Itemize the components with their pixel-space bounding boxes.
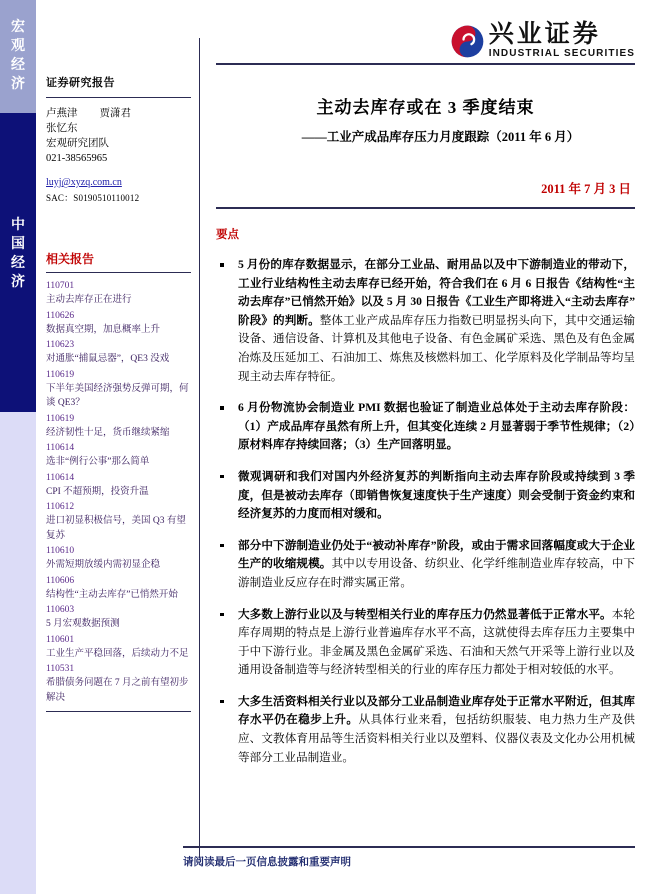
research-report-label: 证券研究报告 [46,77,115,89]
header-divider [216,63,635,65]
page-footer [36,846,649,894]
related-report-code: 110623 [46,340,75,350]
divider-above-key-points [216,207,635,209]
related-report-code: 110619 [46,369,75,380]
list-item[interactable] [46,368,191,411]
key-point-detail: 整体工业产成品库存压力指数已明显拐头向下，其中交通运输设备、通信设备、计算机及其他电子设备、有色金属矿采选、黑色及有色金属冶炼及压延加工、石油加工、炼焦及核燃料加工、化学原料及化学制品等均呈现主动去库存特征。 [238,313,635,383]
logo-chinese-name: 兴业证券 [488,21,601,48]
left-info-column [36,0,199,894]
related-report-title: 5 月宏观数据预测 [46,619,120,629]
related-report-title: 选非“例行公事”那么简单 [46,457,150,467]
list-item[interactable] [46,471,191,500]
key-points-heading: 要点 [216,229,239,241]
related-report-code: 110619 [46,413,75,424]
key-point-detail: 从具体行业来看，包括纺织服装、电力热力生产及供应、文教体育用品等生活资料相关行业以及塑料、仪器仪表及文化办公用机械等部分工业品制造业。 [238,713,635,764]
vertical-label-china-economy: 中 国 经 济 [11,218,25,290]
related-reports-heading: 相关报告 [46,252,95,266]
key-points-list [216,256,635,767]
list-item[interactable] [46,544,191,573]
related-report-code: 110614 [46,472,75,483]
footer-divider [183,846,635,848]
key-point-detail: 本轮库存周期的特点是上游行业普遍库存水平不高，这就使得去库存压力主要集中于中下游行业。非金属及黑色金属矿采选、石油和天然气开采等上游行业以及通用设备制造等与经济转型相关的行业的库存压力都处于相对较低的水平。 [238,607,635,677]
list-item[interactable] [46,441,191,470]
key-point-item [216,468,635,524]
list-item[interactable] [46,662,191,705]
publication-date: 2011 年 7 月 3 日 [541,182,631,196]
main-content-column [200,0,649,894]
list-item[interactable] [46,633,191,662]
divider-under-related-heading [46,272,191,273]
related-report-code: 110614 [46,443,75,453]
phone-number: 021-38565965 [46,153,108,164]
related-report-code: 110701 [46,281,75,291]
related-report-title: 经济韧性十足，货币继续紧缩 [46,427,170,438]
author-name-1: 卢燕津 [46,108,78,119]
related-report-title: 工业生产平稳回落，后续动力不足 [46,648,189,659]
key-point-emphasis: 5 月份的库存数据显示，在部分工业品、耐用品以及中下游制造业的带动下，工业行业结构性主动去库存已经开始，符合我们在 6 月 6 日报告《结构性“主动去库存”已悄然开始》以及 5 月 30 日报告《工业生产即将进入“主动去库存”阶段》的判断。 [238,258,635,327]
vbar-segment-bottom [0,412,36,894]
key-point-emphasis: 部分中下游制造业仍处于“被动补库存”阶段，或由于需求回落幅度或大于企业生产的收缩规模。 [238,538,635,571]
divider-below-related-list [46,711,191,712]
logo-english-name: INDUSTRIAL SECURITIES [488,48,635,59]
email-link[interactable]: luyj@xyzq.com.cn [46,177,122,188]
related-report-title: CPI 不超预期，投资升温 [46,486,149,497]
author-block [46,106,191,166]
key-point-emphasis: 大多生活资料相关行业以及部分工业品制造业库存处于正常水平附近，但其库存水平仍在稳步上升。 [238,694,635,727]
logo-wordmark [489,22,635,60]
list-item[interactable] [46,603,191,632]
list-item[interactable] [46,279,191,308]
related-report-title: 外需短期放缓内需初显企稳 [46,560,161,570]
related-report-code: 110610 [46,546,75,556]
key-point-item [216,693,635,767]
related-report-title: 下半年美国经济强势反弹可期，何谈 QE3？ [46,383,189,408]
sac-license-number: SAC：S0190510110012 [46,193,140,203]
related-reports-list [46,279,191,705]
page-title: 主动去库存或在 3 季度结束 [316,98,535,117]
company-logo [451,22,635,60]
related-report-code: 110606 [46,575,75,586]
page-subtitle: ——工业产成品库存压力月度跟踪（2011 年 6 月） [301,130,580,144]
research-team: 宏观研究团队 [46,138,109,149]
list-item[interactable] [46,574,191,603]
key-point-item [216,537,635,593]
key-point-detail: 其中以专用设备、纺织业、化学纤维制造业库存较高，中下游制造业反应存在时滞实属正常。 [238,557,635,589]
vertical-color-bar [0,0,36,894]
related-report-title: 主动去库存正在进行 [46,295,132,305]
author-name-2: 贾潇君 [99,108,131,119]
related-report-code: 110603 [46,605,75,615]
related-report-title: 希腊债务问题在 7 月之前有望初步解决 [46,678,189,703]
related-report-title: 结构性“主动去库存”已悄然开始 [46,589,178,600]
key-point-emphasis: 微观调研和我们对国内外经济复苏的判断指向主动去库存阶段或持续到 3 季度，但是被动去库存（即销售恢复速度快于生产速度）则会受制于资金约束和经济复苏的力度而相对缓和。 [238,469,635,521]
swirl-logo-icon [451,25,484,58]
footer-disclaimer: 请阅读最后一页信息披露和重要声明 [183,857,351,868]
list-item[interactable] [46,500,191,543]
related-report-code: 110531 [46,664,75,674]
key-point-emphasis: 大多数上游行业以及与转型相关行业的库存压力仍然显著低于正常水平。 [238,607,612,621]
related-report-code: 110601 [46,634,75,645]
list-item[interactable] [46,412,191,441]
author-name-3: 张忆东 [46,123,78,134]
logo-row [216,0,635,60]
key-point-item [216,256,635,386]
related-report-title: 对通胀“捕鼠忌器”，QE3 没戏 [46,354,170,364]
related-report-code: 110626 [46,310,75,321]
list-item[interactable] [46,309,191,338]
key-point-item [216,606,635,680]
key-point-emphasis: 6 月份物流协会制造业 PMI 数据也验证了制造业总体处于主动去库存阶段：（1）产成品库存虽然有所上升，但其变化连续 2 月显著弱于季节性规律；（2）原材料库存持续回落；（3）生产回落明显。 [238,401,635,452]
related-report-code: 110612 [46,502,75,512]
related-report-title: 进口初显积极信号，美国 Q3 有望复苏 [46,516,186,541]
key-point-item [216,399,635,455]
vertical-label-macro-economy: 宏 观 经 济 [11,20,25,92]
divider-under-report-label [46,97,191,98]
related-report-title: 数据真空期，加息概率上升 [46,324,161,335]
list-item[interactable] [46,338,191,367]
